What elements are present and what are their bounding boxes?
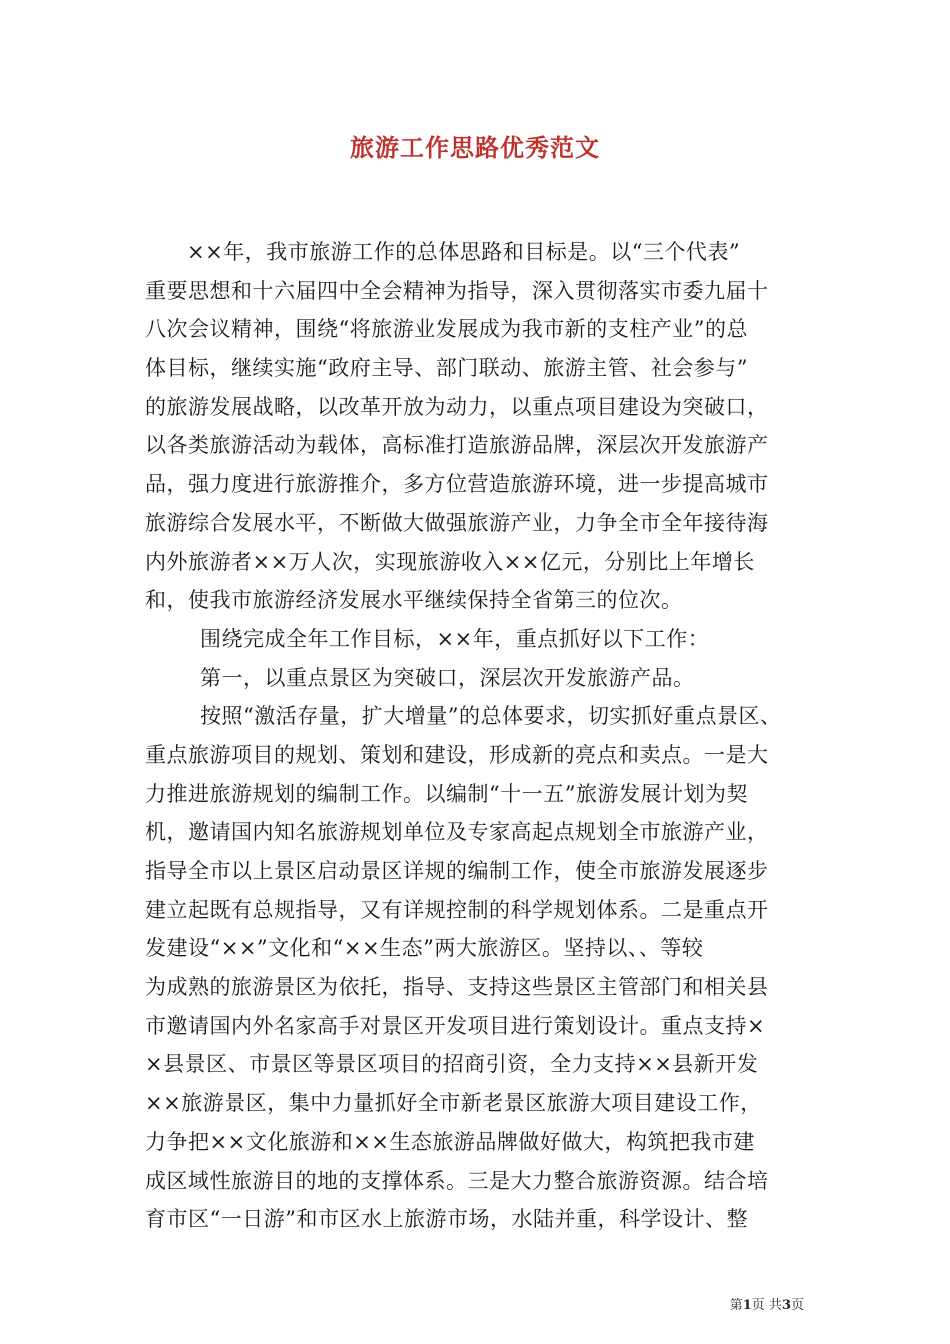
paragraph-line: 指导全市以上景区启动景区详规的编制工作，使全市旅游发展逐步 — [145, 859, 769, 883]
document-body — [145, 233, 807, 1239]
footer-prefix: 第 — [729, 1298, 743, 1313]
paragraph-line: 成区域性旅游目的地的支撑体系。三是大力整合旅游资源。结合培 — [145, 1168, 769, 1193]
section-heading: 第一，以重点景区为突破口，深层次开发旅游产品。 — [200, 665, 695, 690]
paragraph-line: 八次会议精神，围绕“将旅游业发展成为我市新的支柱产业”的总 — [145, 317, 748, 342]
page-footer — [730, 1294, 804, 1313]
paragraph-line: 育市区“一日游”和市区水上旅游市场，水陆并重，科学设计、整 — [145, 1207, 748, 1232]
paragraph-line: 重要思想和十六届四中全会精神为指导，深入贯彻落实市委九届十 — [145, 278, 769, 303]
paragraph-line: 力推进旅游规划的编制工作。以编制“十一五”旅游发展计划为契 — [145, 781, 748, 806]
footer-total-pages: 3 — [781, 1298, 791, 1313]
paragraph-line: 内外旅游者××万人次，实现旅游收入××亿元，分别比上年增长 — [145, 549, 755, 574]
paragraph-line: 品，强力度进行旅游推介，多方位营造旅游环境，进一步提高城市 — [145, 472, 769, 497]
paragraph-line: 的旅游发展战略，以改革开放为动力，以重点项目建设为突破口， — [145, 394, 769, 419]
paragraph-line: 以各类旅游活动为载体，高标准打造旅游品牌，深层次开发旅游产 — [145, 433, 769, 458]
paragraph-line: 市邀请国内外名家高手对景区开发项目进行策划设计。重点支持× — [145, 1013, 766, 1038]
paragraph-line: 体目标，继续实施“政府主导、部门联动、旅游主管、社会参与” — [145, 356, 748, 381]
paragraph-line: ×县景区、市景区等景区项目的招商引资，全力支持××县新开发 — [145, 1052, 759, 1077]
paragraph-line: 按照“激活存量，扩大增量”的总体要求，切实抓好重点景区、 — [200, 704, 782, 729]
paragraph-line: 为成熟的旅游景区为依托，指导、支持这些景区主管部门和相关县 — [145, 975, 769, 1000]
paragraph-line: ××年，我市旅游工作的总体思路和目标是。以“三个代表” — [187, 240, 741, 264]
paragraph-line: 围绕完成全年工作目标，××年，重点抓好以下工作： — [200, 626, 710, 651]
paragraph-line: ××旅游景区，集中力量抓好全市新老景区旅游大项目建设工作， — [145, 1091, 762, 1116]
document-title: 旅游工作思路优秀范文 — [350, 133, 600, 162]
paragraph-line: 旅游综合发展水平，不断做大做强旅游产业，力争全市全年接待海 — [145, 510, 769, 535]
paragraph-line: 机，邀请国内知名旅游规划单位及专家高起点规划全市旅游产业， — [145, 820, 769, 845]
paragraph-line: 重点旅游项目的规划、策划和建设，形成新的亮点和卖点。一是大 — [145, 742, 769, 767]
paragraph-line: 发建设“××”文化和“××生态”两大旅游区。坚持以、、等较 — [145, 936, 704, 961]
paragraph-line: 和，使我市旅游经济发展水平继续保持全省第三的位次。 — [145, 588, 683, 613]
footer-suffix: 页 — [790, 1298, 804, 1313]
paragraph-line: 建立起既有总规指导，又有详规控制的科学规划体系。二是重点开 — [145, 897, 769, 922]
paragraph-line: 力争把××文化旅游和××生态旅游品牌做好做大，构筑把我市建 — [145, 1129, 755, 1154]
footer-page-number: 1 — [742, 1298, 752, 1313]
footer-middle: 页 共 — [751, 1298, 782, 1313]
